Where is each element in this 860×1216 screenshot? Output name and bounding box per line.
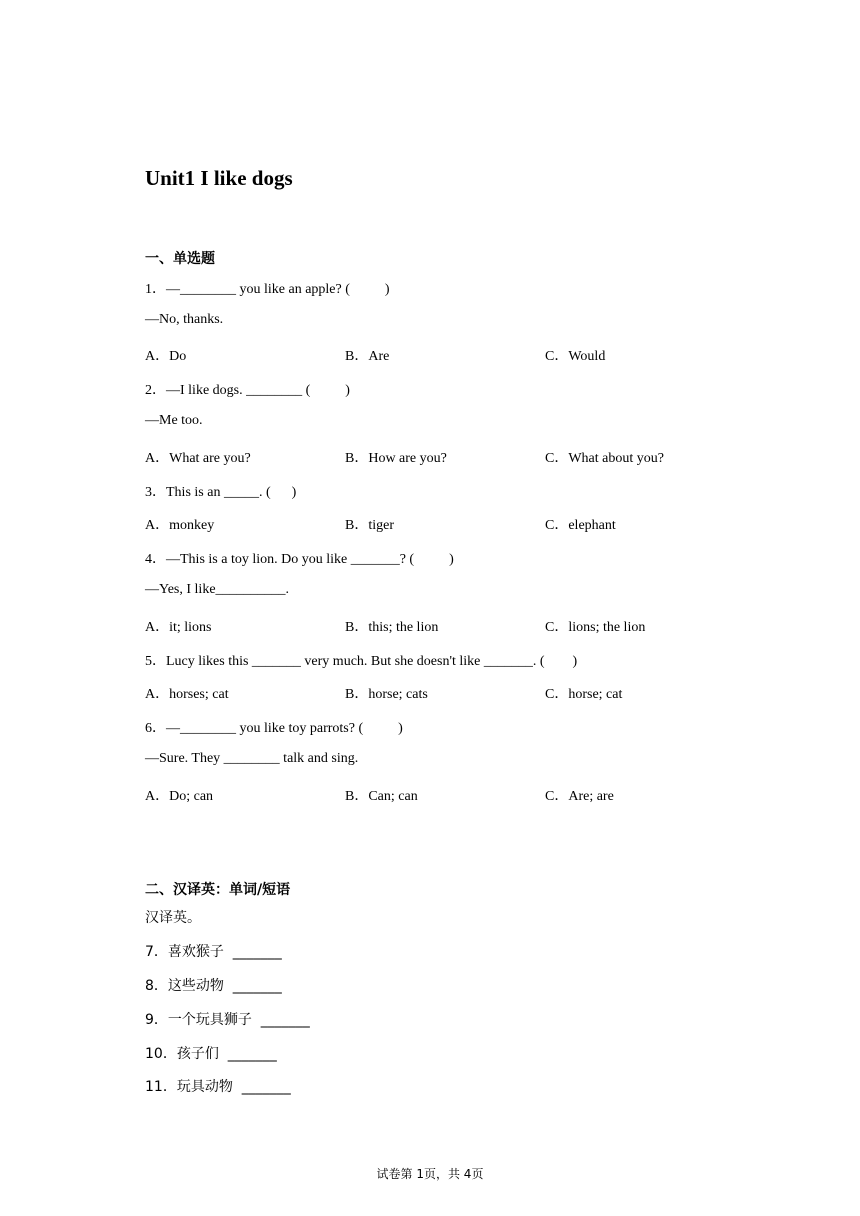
question-2-option-b: B．How are you? bbox=[345, 451, 447, 466]
question-2-reply: —Me too. bbox=[145, 413, 203, 428]
translation-item-8: 8．这些动物 _______ bbox=[145, 978, 282, 994]
section-instruction: 汉译英。 bbox=[145, 910, 201, 926]
question-3-stem: 3．This is an _____. ( ) bbox=[145, 485, 297, 500]
question-1-option-a: A．Do bbox=[145, 349, 187, 364]
question-6-reply: —Sure. They ________ talk and sing. bbox=[145, 751, 359, 766]
translation-item-10: 10．孩子们 _______ bbox=[145, 1046, 277, 1062]
question-1-stem: 1．—________ you like an apple? ( ) bbox=[145, 282, 390, 297]
question-2-option-c: C．What about you? bbox=[545, 451, 664, 466]
section-heading-single-choice: 一、单选题 bbox=[145, 251, 215, 267]
section-heading-translation: 二、汉译英：单词/短语 bbox=[145, 882, 291, 898]
question-1-reply: —No, thanks. bbox=[145, 312, 224, 327]
question-3-option-a: A．monkey bbox=[145, 518, 215, 533]
question-6-stem: 6．—________ you like toy parrots? ( ) bbox=[145, 721, 403, 736]
question-4-stem: 4．—This is a toy lion. Do you like _______? ( ) bbox=[145, 552, 454, 567]
translation-item-9: 9．一个玩具狮子 _______ bbox=[145, 1012, 310, 1028]
question-1-option-b: B．Are bbox=[345, 349, 390, 364]
translation-item-11: 11．玩具动物 _______ bbox=[145, 1079, 291, 1095]
question-6-option-a: A．Do; can bbox=[145, 789, 214, 804]
page-title: Unit1 I like dogs bbox=[145, 166, 293, 190]
question-6-option-c: C．Are; are bbox=[545, 789, 614, 804]
question-2-stem: 2．—I like dogs. ________ ( ) bbox=[145, 383, 350, 398]
question-5-option-c: C．horse; cat bbox=[545, 687, 623, 702]
question-4-option-c: C．lions; the lion bbox=[545, 620, 646, 635]
question-4-option-b: B．this; the lion bbox=[345, 620, 439, 635]
question-3-option-b: B．tiger bbox=[345, 518, 394, 533]
translation-item-7: 7．喜欢猴子 _______ bbox=[145, 944, 282, 960]
question-6-option-b: B．Can; can bbox=[345, 789, 418, 804]
question-1-option-c: C．Would bbox=[545, 349, 606, 364]
question-4-option-a: A．it; lions bbox=[145, 620, 212, 635]
page-footer: 试卷第 1页，共 4页 bbox=[376, 1167, 484, 1181]
question-2-option-a: A．What are you? bbox=[145, 451, 251, 466]
question-5-option-b: B．horse; cats bbox=[345, 687, 428, 702]
question-4-reply: —Yes, I like__________. bbox=[145, 582, 290, 597]
question-5-stem: 5．Lucy likes this _______ very much. But she doesn't like _______. ( ) bbox=[145, 654, 578, 669]
question-5-option-a: A．horses; cat bbox=[145, 687, 229, 702]
question-3-option-c: C．elephant bbox=[545, 518, 616, 533]
